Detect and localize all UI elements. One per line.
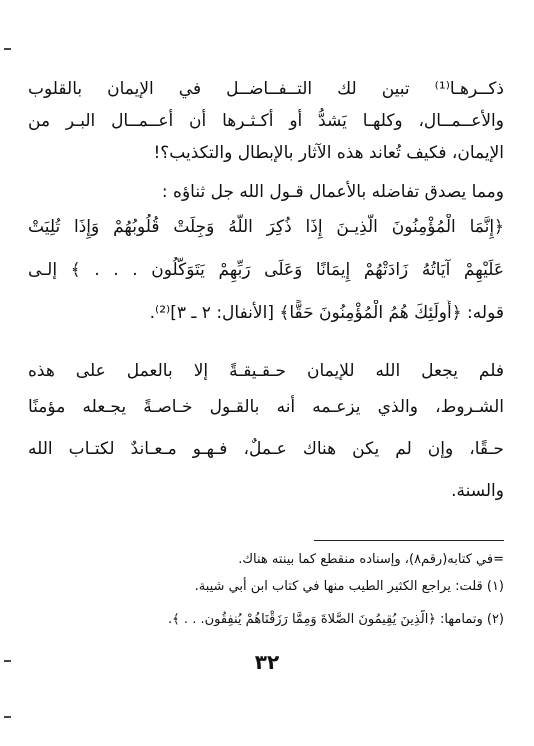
body-line-3: الإيمان، فكيف تُعاند هذه الآثار بالإبطال والتكذيب؟! [153,143,504,163]
scan-edge-mark [4,48,11,50]
body-line-9: الشـروط، والذي يزعـمه أنه بالقـول خـاصـةً يجـعله مؤمنًا [28,397,504,417]
body-line-8: فلم يجعل الله للإيمان حـقـيقـةً إلا بالعمل على هذه [28,361,504,381]
page-number: ٣٢ [254,650,280,674]
footnote-separator [314,540,504,541]
footnote-2: (٢) وتمامها: ﴿الَّذِينَ يُقِيمُونَ الصَّلاةَ وَمِمَّا رَزَقْنَاهُمْ يُنفِقُون. . . ﴾. [168,612,504,627]
footnote-continuation: =في كتابه(رقم٨)، وإسناده منقطع كما بينته هناك. [238,552,504,567]
body-line-10: حـقًا، وإن لم يكن هناك عـملٌ، فـهـو مـعـاندٌ لكتـاب الله [28,439,504,459]
scan-edge-mark [4,660,11,662]
body-line-5: ﴿إِنَّمَا الْمُؤْمِنُونَ الَّذِيـنَ إِذَا ذُكِرَ اللَّهُ وَجِلَتْ قُلُوبُهُمْ وَإِذَا تُلِيَتْ [28,217,504,237]
footnote-1: (١) قلت: يراجع الكثير الطيب منها في كتاب ابن أبي شيبة. [194,579,504,594]
body-line-1: ذكــرهـا⁽¹⁾ تبين لك التــفــاضــل في الإيمان بالقلوب [28,79,504,99]
body-line-7: قوله: ﴿أُولَئِكَ هُمُ الْمُؤْمِنُونَ حَقًّا﴾ [الأنفال: ٢ ـ ٣]⁽²⁾. [149,303,504,323]
body-line-2: والأعــمــال، وكلهـا يَشدُّ أو أكـثـرها أن أعــمــال البـر من [28,111,504,131]
scan-edge-mark [4,716,11,718]
body-line-6: عَلَيْهِمْ آيَاتُهُ زَادَتْهُمْ إِيمَانًا وَعَلَى رَبِّهِمْ يَتَوَكَّلُون . . . ﴾ إلـى [28,260,504,280]
body-line-11: والسنة. [451,481,504,501]
body-line-4: ومما يصدق تفاضله بالأعمال قـول الله جل ثناؤه : [161,182,504,202]
